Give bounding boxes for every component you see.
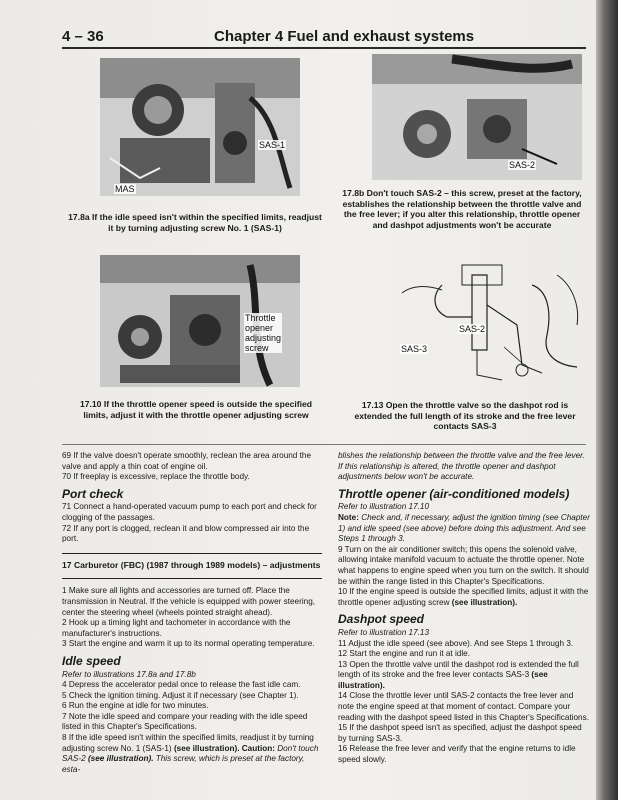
p8-text-d: Don't touch SAS-2: [62, 743, 319, 764]
label-line-screw: screw: [245, 343, 269, 353]
paragraph-69: 69 If the valve doesn't operate smoothly, reclean the area around the valve and apply a thin coat of engine oil.: [62, 451, 312, 471]
label-sas-2-top: SAS-2: [509, 160, 536, 170]
figure-17-13-drawing: [372, 255, 582, 390]
book-spine-shadow: [596, 0, 618, 800]
figure-17-8b-caption: 17.8b Don't touch SAS-2 – this screw, preset at the factory, establishes the relationship between the throttle valve and the free lever; if you alter this relationship, throttle opener and dashpot adjustments won't be accurate: [342, 188, 582, 230]
reference-idle: Refer to illustrations 17.8a and 17.8b: [62, 669, 196, 679]
paragraph-70: 70 If freeplay is excessive, replace the throttle body.: [62, 472, 250, 482]
label-mas: MAS: [115, 184, 135, 194]
heading-idle-speed: Idle speed: [62, 653, 121, 668]
p10-text: 10 If the engine speed is outside the specified limits, adjust it with the throttle opener adjusting screw: [338, 587, 589, 607]
heading-dashpot-speed: Dashpot speed: [338, 612, 425, 627]
figure-17-10-caption: 17.10 If the throttle opener speed is outside the specified limits, adjust it with the throttle opener adjusting screw: [79, 399, 313, 420]
p13-see-illustration: (see illustration).: [338, 670, 548, 690]
paragraph-4: 4 Depress the accelerator pedal once to release the fast idle cam.: [62, 680, 301, 690]
p8-caution: Caution:: [239, 743, 278, 753]
paragraph-14: 14 Close the throttle lever until SAS-2 contacts the free lever and note the engine speed at that moment of contact. Compare your reading with the dashpot speed listed in this Chapter's Specifications.: [338, 691, 589, 722]
p8-see-illustration-1: (see illustration).: [173, 743, 240, 753]
figure-17-8b-photo: [372, 54, 582, 180]
note-paragraph: [338, 513, 590, 545]
note-text: Check and, if necessary, adjust the ignition timing (see Chapter 1) and idle speed (see above) before doing this adjustment. And see Steps 1 through 3.: [338, 512, 590, 544]
p8-see-illustration-2: (see illustration).: [87, 754, 154, 764]
label-sas-1: SAS-1: [259, 140, 286, 150]
page-number: 4 – 36: [62, 28, 104, 45]
p8-continued-text: blishes the relationship between the throttle valve and the free lever. If this relationship is altered, the throttle opener and dashpot adjustments below won't be accurate.: [338, 451, 585, 482]
paragraph-6: 6 Run the engine at idle for two minutes.: [62, 701, 209, 711]
paragraph-9: 9 Turn on the air conditioner switch; this opens the solenoid valve, allowing intake manifold vacuum to actuate the throttle opener. Note what happens to engine speed when you turn on the switch. It should be within the range listed in this Chapter's Specifications.: [338, 544, 589, 586]
label-line-throttle: Throttle: [245, 313, 276, 323]
paragraph-1: 1 Make sure all lights and accessories are turned off. Place the transmission in Neutral. If the vehicle is equipped with power steering, center the steering wheel (wheels pointed straight ahead).: [62, 586, 316, 617]
heading-throttle-opener: Throttle opener (air-conditioned models): [338, 486, 570, 501]
paragraph-11: 11 Adjust the idle speed (see above). And see Steps 1 through 3.: [338, 638, 574, 648]
figure-17-13-caption: 17.13 Open the throttle valve so the dashpot rod is extended the full length of its stroke and the free lever contacts SAS-3: [354, 400, 576, 431]
chapter-title: Chapter 4 Fuel and exhaust systems: [214, 28, 475, 45]
p8-text-f: This screw, which is preset at the factory, esta-: [62, 754, 305, 774]
paragraph-13: [338, 660, 590, 692]
header-rule: [62, 47, 586, 49]
paragraph-5: 5 Check the ignition timing. Adjust it if necessary (see Chapter 1).: [62, 690, 299, 700]
p10-see-illustration: (see illustration).: [451, 597, 518, 607]
section-heading-17: 17 Carburetor (FBC) (1987 through 1989 models) – adjustments: [62, 553, 322, 580]
label-line-adjusting: adjusting: [245, 333, 282, 343]
paragraph-72: 72 If any port is clogged, reclean it and blow compressed air into the port.: [62, 523, 310, 544]
heading-port-check: Port check: [62, 486, 124, 501]
paragraph-2: 2 Hook up a timing light and tachometer in accordance with the manufacturer's instructions.: [62, 618, 291, 638]
right-column: [338, 451, 590, 766]
label-throttle-opener-screw: [244, 313, 282, 353]
paragraph-71: 71 Connect a hand-operated vacuum pump to each port and check for clogging of the passages.: [62, 502, 317, 522]
figure-17-8a-caption: 17.8a If the idle speed isn't within the specified limits, readjust it by turning adjusting screw No. 1 (SAS-1): [68, 212, 322, 233]
reference-dashpot: Refer to illustration 17.13: [338, 627, 430, 637]
note-label: Note:: [338, 512, 359, 522]
label-line-opener: opener: [245, 323, 274, 333]
p13-text: 13 Open the throttle valve until the dashpot rod is extended the full length of its stroke and the free lever contacts SAS-3: [338, 659, 579, 680]
reference-throttle: Refer to illustration 17.10: [338, 502, 430, 512]
paragraph-16: 16 Release the free lever and verify that the engine returns to idle speed slowly.: [338, 744, 576, 765]
paragraph-8: [62, 733, 322, 775]
figure-text-divider: [62, 444, 586, 445]
label-sas-2-bottom: SAS-2: [459, 324, 486, 334]
figure-17-8a-photo: [100, 58, 300, 196]
paragraph-7: 7 Note the idle speed and compare your reading with the idle speed listed in this Chapter's Specifications.: [62, 711, 308, 732]
paragraph-15: 15 If the dashpot speed isn't as specified, adjust the dashpot speed by turning SAS-3.: [338, 723, 582, 743]
paragraph-3: 3 Start the engine and warm it up to its normal operating temperature.: [62, 639, 315, 649]
paragraph-8-continued: [338, 451, 590, 483]
paragraph-10: [338, 587, 590, 608]
p8-text-a: 8 If the idle speed isn't within the specified limits, readjust it by turning adjusting screw No. 1 (SAS-1): [62, 733, 314, 753]
left-column: [62, 451, 322, 775]
paragraph-12: 12 Start the engine and run it at idle.: [338, 649, 470, 659]
label-sas-3: SAS-3: [401, 344, 428, 354]
